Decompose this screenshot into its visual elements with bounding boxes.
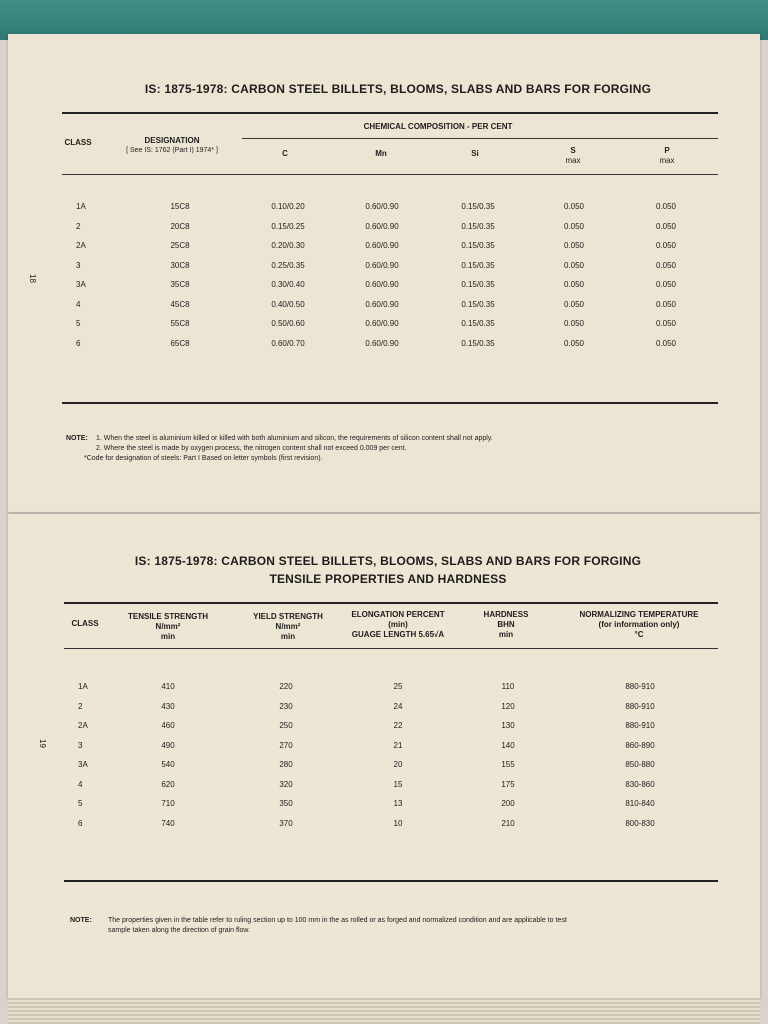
col-header-designation: DESIGNATION (144, 136, 200, 145)
table-cell-tensile: 430 (161, 701, 175, 711)
table-cell-elongation: 25 (393, 682, 403, 691)
table-cell-normalizing: 880-910 (625, 701, 655, 711)
table-cell-hardness: 130 (501, 721, 515, 730)
note-label: NOTE: (70, 917, 92, 924)
table-cell-tensile: 460 (161, 721, 175, 730)
table-cell-designation: 15C8 (170, 202, 190, 211)
table-cell-class: 5 (76, 319, 81, 328)
table-cell-si: 0.15/0.35 (461, 221, 495, 231)
col-header-s: S (570, 146, 576, 155)
table-cell-elongation: 10 (393, 818, 403, 828)
table-cell-class: 4 (78, 779, 83, 789)
col-header-elongation-min: (min) (388, 620, 408, 629)
table-cell-class: 3A (78, 760, 88, 769)
table-cell-class: 3 (76, 260, 81, 270)
table-cell-designation: 30C8 (170, 260, 190, 270)
header-bottom-rule (64, 648, 718, 649)
table-cell-elongation: 13 (393, 799, 403, 808)
table-cell-hardness: 155 (501, 760, 515, 769)
table-bottom-rule (62, 402, 718, 404)
col-header-hardness-min: min (498, 630, 514, 639)
table-cell-hardness: 200 (501, 799, 515, 808)
table-cell-designation: 20C8 (170, 221, 190, 231)
table-cell-yield: 350 (279, 799, 293, 808)
note-line-2: sample taken along the direction of grain flow. (108, 927, 251, 934)
table-cell-p: 0.050 (655, 338, 677, 348)
table-cell-elongation: 15 (393, 779, 403, 789)
table-cell-si: 0.15/0.35 (461, 202, 495, 211)
page-subtitle: TENSILE PROPERTIES AND HARDNESS (269, 572, 507, 586)
col-header-class: CLASS (71, 619, 99, 628)
col-header-designation-sub: [ See IS: 1762 (Part I) 1974* ] (126, 147, 218, 154)
table-cell-normalizing: 800-830 (625, 818, 655, 828)
table-cell-yield: 320 (279, 779, 293, 789)
table-cell-designation: 45C8 (170, 299, 190, 309)
col-header-p-sub: max (659, 156, 675, 165)
table-cell-hardness: 140 (501, 740, 515, 750)
table-cell-c: 0.60/0.70 (271, 338, 305, 348)
col-header-s-sub: max (565, 156, 581, 165)
col-header-tensile: TENSILE STRENGTH (127, 612, 208, 621)
table-cell-mn: 0.60/0.90 (365, 319, 399, 328)
note-label: NOTE: (66, 435, 88, 442)
table-cell-mn: 0.60/0.90 (365, 241, 399, 250)
table-cell-s: 0.050 (563, 260, 585, 270)
table-cell-class: 2A (78, 721, 88, 730)
table-cell-yield: 230 (279, 701, 293, 711)
page-18 (8, 34, 760, 512)
table-cell-s: 0.050 (563, 221, 585, 231)
table-cell-s: 0.050 (563, 280, 585, 289)
table-cell-yield: 370 (279, 818, 293, 828)
table-cell-elongation: 20 (393, 760, 403, 769)
table-cell-p: 0.050 (655, 299, 677, 309)
table-cell-class: 2A (76, 241, 86, 250)
table-cell-si: 0.15/0.35 (461, 319, 495, 328)
col-header-p: P (664, 146, 670, 155)
table-cell-designation: 25C8 (170, 241, 190, 250)
table-cell-c: 0.10/0.20 (271, 202, 305, 211)
table-cell-class: 1A (78, 682, 88, 691)
table-top-rule (62, 112, 718, 114)
table-cell-s: 0.050 (563, 241, 585, 250)
page-title: IS: 1875-1978: CARBON STEEL BILLETS, BLOOMS, SLABS AND BARS FOR FORGING (144, 82, 652, 96)
table-cell-elongation: 21 (393, 740, 403, 750)
table-cell-c: 0.50/0.60 (271, 319, 305, 328)
page-number: 19 (37, 739, 47, 748)
table-cell-class: 1A (76, 202, 86, 211)
table-cell-p: 0.050 (655, 241, 677, 250)
page-number: 18 (27, 274, 37, 283)
group-header: CHEMICAL COMPOSITION - PER CENT (363, 122, 513, 131)
table-cell-mn: 0.60/0.90 (365, 260, 399, 270)
table-cell-normalizing: 850-880 (625, 760, 655, 769)
table-cell-s: 0.050 (563, 319, 585, 328)
table-cell-tensile: 620 (161, 779, 175, 789)
table-cell-si: 0.15/0.35 (461, 241, 495, 250)
table-cell-class: 6 (76, 338, 81, 348)
header-bottom-rule (62, 174, 718, 175)
table-cell-elongation: 22 (393, 721, 403, 730)
table-cell-s: 0.050 (563, 299, 585, 309)
table-cell-yield: 250 (279, 721, 293, 730)
page-19 (8, 514, 760, 998)
table-cell-class: 2 (78, 701, 83, 711)
col-header-elongation: ELONGATION PERCENT (351, 610, 445, 619)
table-cell-normalizing: 830-860 (625, 779, 655, 789)
col-header-hardness: HARDNESS (483, 610, 529, 619)
table-top-rule (64, 602, 718, 604)
table-cell-c: 0.20/0.30 (271, 241, 305, 250)
table-cell-tensile: 410 (161, 682, 175, 691)
table-cell-tensile: 710 (161, 799, 175, 808)
table-cell-designation: 65C8 (170, 338, 190, 348)
table-cell-mn: 0.60/0.90 (365, 338, 399, 348)
table-cell-mn: 0.60/0.90 (365, 202, 399, 211)
col-header-si: Si (471, 149, 479, 158)
table-cell-c: 0.40/0.50 (271, 299, 305, 309)
table-cell-hardness: 110 (501, 682, 515, 691)
table-cell-elongation: 24 (393, 701, 403, 711)
page-stack-edge (8, 998, 760, 1024)
table-cell-p: 0.050 (655, 319, 677, 328)
col-header-yield: YIELD STRENGTH (253, 612, 323, 621)
table-cell-c: 0.15/0.25 (271, 221, 305, 231)
table-cell-tensile: 490 (161, 740, 175, 750)
table-cell-hardness: 210 (501, 818, 515, 828)
table-cell-tensile: 540 (161, 760, 175, 769)
table-bottom-rule (64, 880, 718, 882)
table-cell-yield: 280 (279, 760, 293, 769)
col-header-c: C (282, 149, 288, 158)
note-line-1: 1. When the steel is aluminium killed or killed with both aluminium and silicon, the requirements of silicon content shall not apply. (96, 435, 493, 442)
group-rule (242, 138, 718, 139)
table-cell-class: 2 (76, 221, 81, 231)
col-header-class: CLASS (64, 138, 92, 147)
col-header-tensile-unit: N/mm² (155, 622, 181, 631)
table-cell-class: 3A (76, 280, 86, 289)
table-cell-designation: 55C8 (170, 319, 190, 328)
table-cell-s: 0.050 (563, 338, 585, 348)
col-header-mn: Mn (375, 149, 387, 158)
table-cell-normalizing: 810-840 (625, 799, 655, 808)
table-cell-si: 0.15/0.35 (461, 299, 495, 309)
col-header-normalizing: NORMALIZING TEMPERATURE (579, 610, 699, 619)
table-cell-normalizing: 860-890 (625, 740, 655, 750)
col-header-tensile-min: min (160, 632, 176, 641)
col-header-gauge-length: GUAGE LENGTH 5.65√A (351, 630, 445, 639)
table-cell-p: 0.050 (655, 221, 677, 231)
col-header-normalizing-info: (for information only) (598, 620, 680, 629)
table-cell-si: 0.15/0.35 (461, 280, 495, 289)
table-cell-class: 4 (76, 299, 81, 309)
table-cell-class: 6 (78, 818, 83, 828)
table-cell-c: 0.30/0.40 (271, 280, 305, 289)
table-cell-s: 0.050 (563, 202, 585, 211)
table-cell-class: 5 (78, 799, 83, 808)
table-cell-c: 0.25/0.35 (271, 260, 305, 270)
table-cell-p: 0.050 (655, 280, 677, 289)
note-line-2: 2. Where the steel is made by oxygen process, the nitrogen content shall not exceed 0.009 per cent. (96, 445, 407, 452)
table-cell-tensile: 740 (161, 818, 175, 828)
page-title: IS: 1875-1978: CARBON STEEL BILLETS, BLOOMS, SLABS AND BARS FOR FORGING (134, 554, 642, 568)
note-line-3: *Code for designation of steels: Part I Based on letter symbols (first revision). (84, 455, 323, 462)
table-cell-si: 0.15/0.35 (461, 260, 495, 270)
table-cell-yield: 270 (279, 740, 293, 750)
table-cell-hardness: 120 (501, 701, 515, 711)
col-header-yield-min: min (280, 632, 296, 641)
table-cell-mn: 0.60/0.90 (365, 280, 399, 289)
table-cell-mn: 0.60/0.90 (365, 299, 399, 309)
table-cell-normalizing: 880-910 (625, 721, 655, 730)
note-line-1: The properties given in the table refer to ruling section up to 100 mm in the as rolled or as forged and normalized condition and are applicable to test (108, 917, 567, 924)
table-cell-class: 3 (78, 740, 83, 750)
col-header-normalizing-unit: °C (634, 630, 644, 639)
col-header-hardness-unit: BHN (497, 620, 515, 629)
table-cell-normalizing: 880-910 (625, 682, 655, 691)
table-cell-yield: 220 (279, 682, 293, 691)
table-cell-p: 0.050 (655, 260, 677, 270)
table-cell-mn: 0.60/0.90 (365, 221, 399, 231)
table-cell-p: 0.050 (655, 202, 677, 211)
table-cell-hardness: 175 (501, 779, 515, 789)
table-cell-designation: 35C8 (170, 280, 190, 289)
col-header-yield-unit: N/mm² (275, 622, 301, 631)
table-cell-si: 0.15/0.35 (461, 338, 495, 348)
